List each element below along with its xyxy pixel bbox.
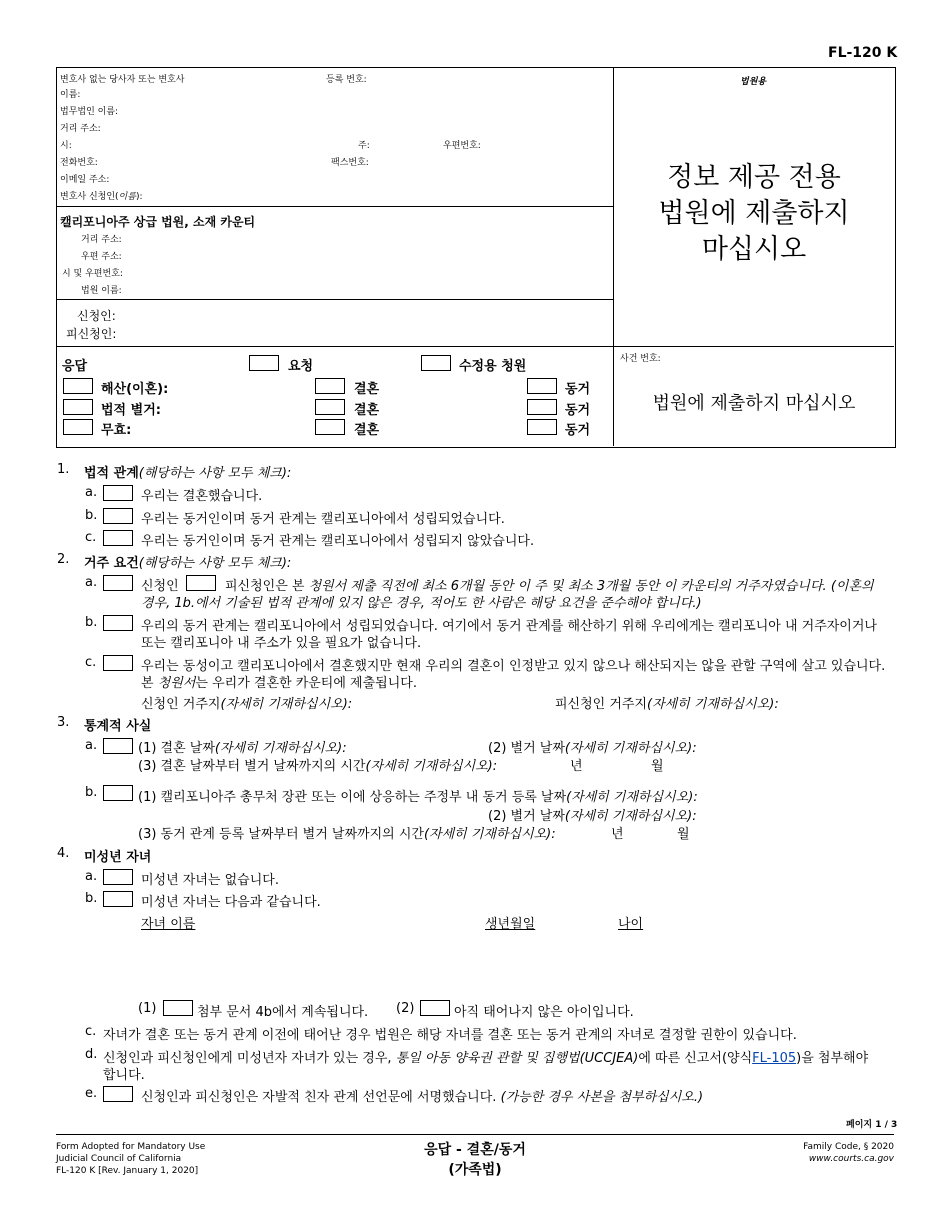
s3a1-label: (1) 결혼 날짜(자세히 기재하십시오):: [138, 741, 347, 756]
s4d-text: 신청인과 피신청인에게 미성년자 자녀가 있는 경우, 통일 아동 양육권 관할 및 집행법(UCCJEA)에 따른 신고서(양식FL-105)을 첨부해야: [103, 1051, 869, 1066]
form-number: FL-120 K: [828, 45, 898, 61]
section-2-number: 2.: [57, 552, 70, 567]
s3a3-label: (3) 결혼 날짜부터 별거 날짜까지의 시간(자세히 기재하십시오):: [138, 759, 498, 774]
phone-label: 전화번호:: [60, 158, 98, 168]
request-label: 요청: [288, 359, 314, 374]
form-title-line-2: (가족법): [448, 1162, 502, 1178]
separation-partnership-checkbox[interactable]: [527, 399, 557, 415]
s2a-petitioner-checkbox[interactable]: [103, 575, 133, 591]
section-1-number: 1.: [57, 462, 70, 477]
s3b3-label: (3) 동거 관계 등록 날짜부터 별거 날짜까지의 시간(자세히 기재하십시오):: [138, 827, 556, 842]
s4b1-checkbox[interactable]: [163, 1000, 193, 1016]
s3a-checkbox[interactable]: [103, 738, 133, 754]
s2b-checkbox[interactable]: [103, 615, 133, 631]
dissolution-label: 해산(이혼):: [101, 382, 169, 397]
attorney-court-divider: [56, 206, 613, 207]
attorney-label: 변호사 없는 당사자 또는 변호사: [60, 75, 185, 85]
s2c-text-line1: 우리는 동성이고 캘리포니아에서 결혼했지만 현재 우리의 결혼이 인정받고 있지 않으나 해산되지는 않을 관할 구역에 살고 있습니다.: [141, 659, 886, 674]
s3b3-years-label: 년: [611, 827, 624, 842]
fl-105-link[interactable]: FL-105: [752, 1051, 797, 1066]
footer-rule: [56, 1134, 894, 1135]
section-2-title: 거주 요건(해당하는 사항 모두 체크):: [84, 556, 292, 571]
name-label: 이름:: [60, 90, 81, 100]
dissolution-partnership-label: 동거: [565, 382, 591, 397]
petitioner-residence-label: 신청인 거주지(자세히 기재하십시오):: [141, 697, 353, 712]
section-4-title: 미성년 자녀: [84, 850, 152, 865]
s4b-letter: b.: [85, 891, 98, 906]
s4c-letter: c.: [85, 1024, 97, 1039]
court-title: 캘리포니아주 상급 법원, 소재 카운티: [60, 215, 256, 229]
amended-label: 수정용 청원: [459, 359, 527, 374]
city-label: 시:: [60, 141, 72, 151]
nullity-partnership-checkbox[interactable]: [527, 419, 557, 435]
s2a-text: 피신청인은 본 청원서 제출 직전에 최소 6개월 동안 이 주 및 최소 3개월 동안 이 카운티의 거주자였습니다. (이혼의: [225, 579, 874, 594]
courts-website[interactable]: www.courts.ca.gov: [808, 1154, 894, 1164]
section-3-title: 통계적 사실: [84, 719, 152, 734]
s4b-checkbox[interactable]: [103, 891, 133, 907]
s3b1-label: (1) 캘리포니아주 총무처 장관 또는 이에 상응하는 주정부 내 동거 등록 날짜(자세히 기재하십시오):: [138, 790, 698, 805]
s4a-letter: a.: [85, 869, 98, 884]
s4b2-text: 아직 태어나지 않은 아이입니다.: [454, 1005, 634, 1020]
legal-separation-label: 법적 별거:: [101, 403, 161, 418]
court-mail-label: 우편 주소:: [81, 252, 122, 262]
s1b-text: 우리는 동거인이며 동거 관계는 캘리포니아에서 성립되었습니다.: [141, 512, 505, 527]
nullity-marriage-label: 결혼: [354, 423, 380, 438]
court-branch-label: 법원 이름:: [81, 286, 122, 296]
child-name-header: 자녀 이름: [141, 917, 196, 932]
s2c-text-line2: 본 청원서는 우리가 결혼한 카운티에 제출됩니다.: [141, 676, 417, 691]
s3a3-years-label: 년: [570, 759, 583, 774]
s2c-letter: c.: [85, 655, 97, 670]
s2a-text-line2: 경우, 1b.에서 기술된 법적 관계에 있지 않은 경우, 적어도 한 사람은 해당 요건을 준수해야 합니다.): [141, 596, 702, 611]
case-number-watermark: 법원에 제출하지 마십시오: [652, 393, 856, 414]
s1b-letter: b.: [85, 508, 98, 523]
s2b-text-line2: 또는 캘리포니아 내 주소가 있을 필요가 없습니다.: [141, 636, 422, 651]
section-1-title: 법적 관계(해당하는 사항 모두 체크):: [84, 466, 292, 481]
s4d-letter: d.: [85, 1047, 98, 1062]
zip-label: 우편번호:: [443, 141, 481, 151]
s1b-checkbox[interactable]: [103, 508, 133, 524]
court-cityzip-label: 시 및 우편번호:: [62, 269, 123, 279]
respondent-label: 피신청인:: [66, 327, 117, 341]
request-checkbox[interactable]: [249, 355, 279, 371]
legal-separation-checkbox[interactable]: [63, 399, 93, 415]
s4c-text: 자녀가 결혼 또는 동거 관계 이전에 태어난 경우 법원은 해당 자녀를 결혼 또는 동거 관계의 자녀로 결정할 권한이 있습니다.: [103, 1028, 797, 1043]
footer-left: [56, 1141, 205, 1177]
nullity-label: 무효:: [101, 423, 132, 438]
s4b1-text: 첨부 문서 4b에서 계속됩니다.: [197, 1005, 369, 1020]
street-label: 거리 주소:: [60, 124, 101, 134]
s4b-text: 미성년 자녀는 다음과 같습니다.: [141, 895, 321, 910]
s4a-checkbox[interactable]: [103, 869, 133, 885]
s2b-text-line1: 우리의 동거 관계는 캘리포니아에서 성립되었습니다. 여기에서 동거 관계를 해산하기 위해 우리에게는 캘리포니아 내 거주자이거나: [141, 619, 877, 634]
separation-partnership-label: 동거: [565, 403, 591, 418]
s4b2-number: (2): [396, 1001, 415, 1016]
email-label: 이메일 주소:: [60, 175, 110, 185]
s1c-letter: c.: [85, 530, 97, 545]
s2b-letter: b.: [85, 615, 98, 630]
s4b1-number: (1): [138, 1001, 157, 1016]
s2a-letter: a.: [85, 575, 98, 590]
respondent-residence-label: 피신청인 거주지(자세히 기재하십시오):: [555, 697, 779, 712]
s3a2-label: (2) 별거 날짜(자세히 기재하십시오):: [488, 741, 697, 756]
separation-marriage-label: 결혼: [354, 403, 380, 418]
separation-marriage-checkbox[interactable]: [315, 399, 345, 415]
s1a-text: 우리는 결혼했습니다.: [141, 489, 263, 504]
nullity-partnership-label: 동거: [565, 423, 591, 438]
court-street-label: 거리 주소:: [81, 235, 122, 245]
s1c-text: 우리는 동거인이며 동거 관계는 캘리포니아에서 성립되지 않았습니다.: [141, 534, 535, 549]
s3b2-label: (2) 별거 날짜(자세히 기재하십시오):: [488, 809, 697, 824]
form-title-line-1: 응답 - 결혼/동거: [424, 1142, 526, 1158]
s3b-checkbox[interactable]: [103, 785, 133, 801]
not-for-filing-watermark: [614, 160, 894, 268]
s3a3-months-label: 월: [651, 759, 664, 774]
firm-label: 법무법인 이름:: [60, 107, 119, 117]
fax-label: 팩스번호:: [331, 158, 369, 168]
parties-title-divider: [56, 346, 894, 347]
s4e-text: 신청인과 피신청인은 자발적 친자 관계 선언문에 서명했습니다. (가능한 경우 사본을 첨부하십시오.): [141, 1090, 704, 1105]
s3a-letter: a.: [85, 738, 98, 753]
page-number: 페이지 1 / 3: [846, 1120, 898, 1130]
dissolution-checkbox[interactable]: [63, 378, 93, 394]
watermark-line-1: 정보 제공 전용: [667, 162, 841, 193]
dissolution-partnership-checkbox[interactable]: [527, 378, 557, 394]
court-use-label: 법원용: [740, 77, 767, 87]
state-label: 주:: [358, 141, 370, 151]
response-label: 응답: [62, 359, 88, 374]
dissolution-marriage-label: 결혼: [354, 382, 380, 397]
s4d-text-line2: 합니다.: [103, 1068, 145, 1083]
s3b-letter: b.: [85, 785, 98, 800]
section-3-number: 3.: [57, 715, 70, 730]
court-parties-divider: [56, 299, 613, 300]
s1c-checkbox[interactable]: [103, 530, 133, 546]
form-title: [375, 1140, 575, 1180]
family-code-citation: Family Code, § 2020: [803, 1142, 894, 1152]
bar-number-label: 등록 번호:: [326, 75, 367, 85]
s4a-text: 미성년 자녀는 없습니다.: [141, 873, 279, 888]
s2a-petitioner-label: 신청인: [141, 579, 179, 594]
footer-left-line-1: Form Adopted for Mandatory Use: [56, 1142, 206, 1152]
footer-left-line-2: Judicial Council of California: [56, 1154, 182, 1164]
s2a-respondent-checkbox[interactable]: [186, 575, 216, 591]
nullity-marriage-checkbox[interactable]: [315, 419, 345, 435]
s4e-checkbox[interactable]: [103, 1086, 133, 1102]
petitioner-label: 신청인:: [77, 309, 116, 323]
footer-right: [803, 1141, 894, 1165]
footer-left-line-3: FL-120 K [Rev. January 1, 2020]: [56, 1166, 199, 1176]
birthdate-header: 생년월일: [485, 917, 536, 932]
s2c-checkbox[interactable]: [103, 655, 133, 671]
watermark-line-3: 마십시오: [701, 234, 807, 265]
s1a-checkbox[interactable]: [103, 485, 133, 501]
case-number-label: 사건 번호:: [620, 354, 661, 364]
age-header: 나이: [618, 917, 644, 932]
s4b2-checkbox[interactable]: [420, 1000, 450, 1016]
attorney-for-label: 변호사 신청인(이름):: [60, 192, 143, 202]
dissolution-marriage-checkbox[interactable]: [315, 378, 345, 394]
s1a-letter: a.: [85, 485, 98, 500]
s4e-letter: e.: [85, 1086, 98, 1101]
section-4-number: 4.: [57, 846, 70, 861]
watermark-line-2: 법원에 제출하지: [658, 198, 850, 229]
nullity-checkbox[interactable]: [63, 419, 93, 435]
s3b3-months-label: 월: [677, 827, 690, 842]
amended-checkbox[interactable]: [421, 355, 451, 371]
